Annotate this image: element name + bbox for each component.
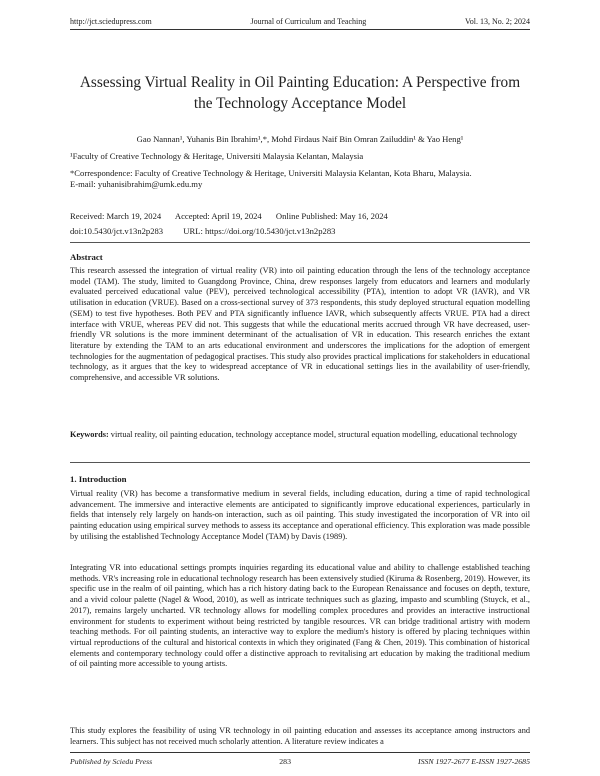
- author-list: Gao Nannan¹, Yuhanis Bin Ibrahim¹,*, Mohd Firdaus Naif Bin Omran Zailuddin¹ & Yao Heng¹: [136, 134, 464, 144]
- journal-url[interactable]: http://jct.sciedupress.com: [70, 17, 152, 26]
- issn: ISSN 1927-2677 E-ISSN 1927-2685: [418, 757, 530, 766]
- header-rule: [70, 29, 530, 30]
- received-date: Received: March 19, 2024: [70, 211, 162, 221]
- email[interactable]: E-mail: yuhanisibrahim@umk.edu.my: [70, 179, 203, 189]
- keywords-text: virtual reality, oil painting education, technology acceptance model, structural equation modelling, educational technology: [110, 430, 518, 439]
- published-date: Online Published: May 16, 2024: [275, 211, 388, 221]
- keywords-label: Keywords:: [70, 430, 109, 439]
- page-footer: [70, 757, 530, 766]
- paper-title: Assessing Virtual Reality in Oil Painting Education: A Perspective from the Technology Acceptance Model: [79, 74, 521, 112]
- footer-rule: [70, 752, 530, 753]
- volume-info: Vol. 13, No. 2; 2024: [465, 17, 530, 26]
- publication-dates: [70, 211, 530, 221]
- correspondence-block: [70, 168, 530, 190]
- page-number: 283: [279, 757, 291, 766]
- abstract-heading: Abstract: [70, 252, 103, 262]
- section-heading: 1. Introduction: [70, 474, 127, 484]
- affiliation: ¹Faculty of Creative Technology & Heritage, Universiti Malaysia Kelantan, Malaysia: [70, 151, 364, 161]
- divider: [70, 242, 530, 243]
- journal-name: Journal of Curriculum and Teaching: [250, 17, 367, 26]
- publisher: Published by Sciedu Press: [70, 757, 153, 766]
- paragraph: Integrating VR into educational settings prompts inquiries regarding its educational value and ability to challenge established teaching methods. VR's increasing role in educational technology research has been extensively studied (Kiruma & Rosenberg, 2019). However, its specific use in the realm of oil painting, which has a rich history dating back to the European Renaissance and focuses on depth, texture, and a vivid colour palette (Nagel & Wood, 2010), as well as intricate techniques such as glazing, impasto and scumbling (Stuyck, et al., 2017), remains largely uncharted. VR technology allows for modelling complex procedures and provides an interactive instructional environment for students to experiment without being restricted by tangible resources. VR can bridge traditional artistry with modern teaching methods. For oil painting students, an interactive way to explore the medium's history is offered by placing techniques within virtual reproductions of the cultural and historical contexts in which they originated (Fang & Chen, 2019). This combination of historical elements and contemporary technology could offer a distinctive approach to revitalising art education by making the traditional medium of oil painting more accessible to young artists.: [70, 563, 530, 669]
- doi-line: [70, 226, 530, 236]
- doi-url[interactable]: URL: https://doi.org/10.5430/jct.v13n2p283: [183, 226, 336, 236]
- accepted-date: Accepted: April 19, 2024: [174, 211, 262, 221]
- abstract-text: This research assessed the integration of virtual reality (VR) into oil painting education through the lens of the technology acceptance model (TAM). The study, limited to Guangdong Province, China, drew responses largely from educators and learners and modularly evaluated perceived educational value (PEV), perceived technological accessibility (PTA), intention to adopt VR (IAVR), and VR utilisation in education (VRUE). Based on a cross-sectional survey of 373 respondents, this study deployed structural equation modelling (SEM) to test five hypotheses. Both PEV and PTA significantly influence IAVR, which subsequently affects VRUE. PTA had a direct interface with VRUE, whereas PEV did not. This suggests that while the educational merits accrued through VR have decreased, user-friendly VR solutions is the more imminent determinant of the actualisation of VR in education. This research enriches the extant literature by extending the TAM to an arts educational environment and underscores the implications for the adoption of emergent technologies for the augmentation of pedagogical practises. This study also provides practical implications for stakeholders in educational technology, as it argues that the key to widespread acceptance of VR in educational settings lies in the availability of user-friendly, comprehensive, and accessible VR solutions.: [70, 266, 530, 383]
- doi[interactable]: doi:10.5430/jct.v13n2p283: [70, 226, 164, 236]
- divider: [70, 462, 530, 463]
- paragraph: This study explores the feasibility of using VR technology in oil painting education and assesses its acceptance among instructors and learners. This subject has not received much scholarly attention. A literature review indicates a: [70, 726, 530, 746]
- paragraph: Virtual reality (VR) has become a transformative medium in several fields, including education, during a time of rapid technological advancement. The immersive and interactive elements are anticipated to significantly improve educational experiences, particularly in fields that intensely rely largely on hands-on interaction, such as oil painting. This study investigated the incorporation of VR into oil painting education using empirical survey methods to assess its acceptance and operational efficiency. This exploration was made possible by utilising the established Technology Acceptance Model (TAM) by Davis (1989).: [70, 489, 530, 541]
- correspondence: *Correspondence: Faculty of Creative Technology & Heritage, Universiti Malaysia Kelantan, Kota Bharu, Malaysia.: [70, 168, 472, 178]
- running-header: [70, 17, 530, 26]
- keywords: [70, 430, 530, 441]
